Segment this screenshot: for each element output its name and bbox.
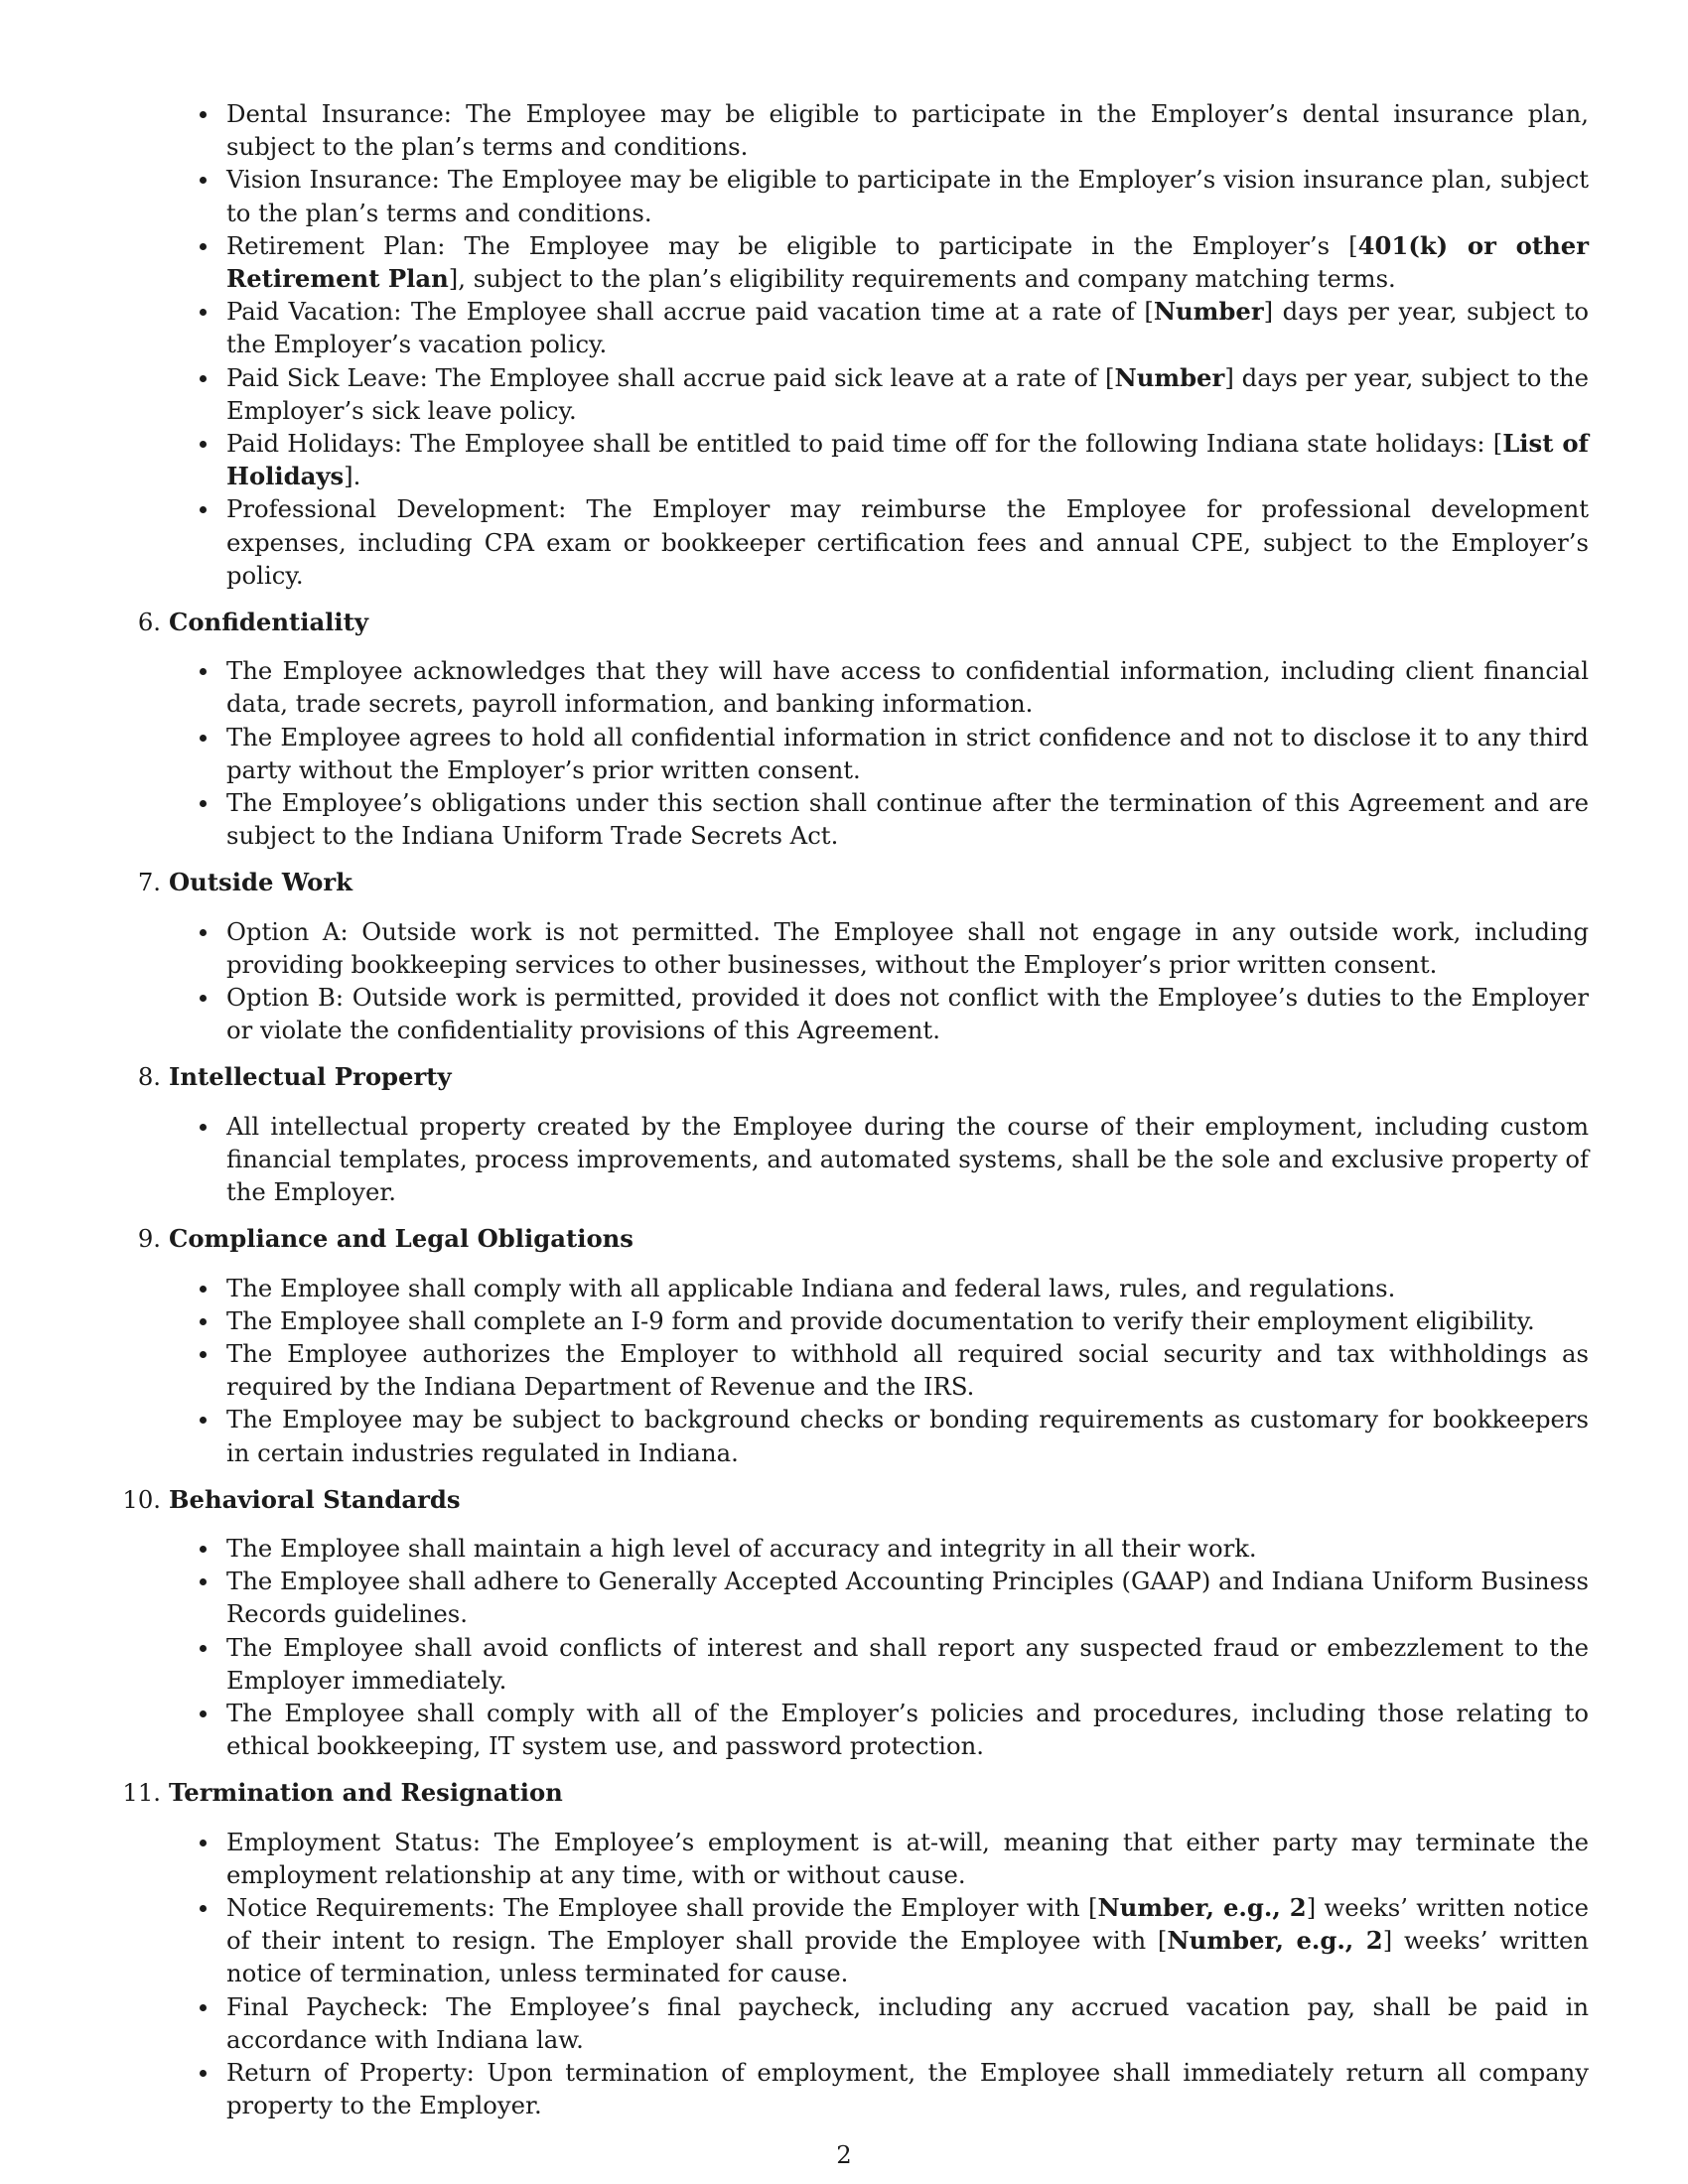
list-item xyxy=(169,361,1589,427)
section-confidentiality xyxy=(137,606,1589,852)
list-item xyxy=(169,163,1589,228)
notice-placeholder: Number, e.g., 2 xyxy=(1167,1926,1383,1956)
development-text: Professional Development: The Employer may reimburse the Employee for professional development expenses, including CPA exam or bookkeeper certification fees and annual CPE, subject to the Employer’s policy. xyxy=(226,494,1589,590)
vacation-placeholder: Number xyxy=(1153,297,1264,327)
final-paycheck-text: Final Paycheck: The Employee’s final paycheck, including any accrued vacation pay, shall be paid in accordance with Indiana law. xyxy=(226,1991,1589,2054)
list-item xyxy=(169,229,1589,295)
list-item xyxy=(169,1990,1589,2056)
section-title: Termination and Resignation xyxy=(169,1778,563,1808)
list-item xyxy=(169,97,1589,163)
retirement-text-a: Retirement Plan: The Employee may be eligible to participate in the Employer’s [ xyxy=(226,230,1358,260)
section-number: 9. xyxy=(137,1224,161,1254)
section-title: Outside Work xyxy=(169,868,353,897)
page-number: 2 xyxy=(836,2140,852,2169)
list-item: The Employee agrees to hold all confidential information in strict confidence and not to disclose it to any third party without the Employer’s prior written consent. xyxy=(169,721,1589,786)
return-property-text: Return of Property: Upon termination of employment, the Employee shall immediately return all company property to the Employer. xyxy=(226,2057,1589,2120)
employment-status-text: Employment Status: The Employee’s employment is at-will, meaning that either party may terminate the employment relationship at any time, with or without cause. xyxy=(226,1827,1589,1889)
section-behavioral-standards xyxy=(122,1483,1589,1763)
section-title: Behavioral Standards xyxy=(169,1484,461,1514)
sick-placeholder: Number xyxy=(1114,362,1225,392)
section-title: Compliance and Legal Obligations xyxy=(169,1224,633,1254)
section-number: 11. xyxy=(122,1778,161,1808)
section-compliance xyxy=(137,1222,1589,1468)
vacation-text-b: ] days per year, subject to the Employer’s vacation policy. xyxy=(226,297,1589,359)
list-item xyxy=(169,2056,1589,2121)
section-title: Confidentiality xyxy=(169,608,368,637)
list-item: The Employee shall adhere to Generally Accepted Accounting Principles (GAAP) and Indiana Uniform Business Records guidelines. xyxy=(169,1565,1589,1630)
notice-text-b: ] weeks’ written notice of their intent to resign. The Employer shall provide the Employee with [ xyxy=(226,1892,1590,1956)
section-list xyxy=(169,1272,1589,1469)
section-heading xyxy=(137,866,1589,898)
list-item: The Employee shall comply with all of the Employer’s policies and procedures, including those relating to ethical bookkeeping, IT system use, and password protection. xyxy=(169,1697,1589,1762)
section-title: Intellectual Property xyxy=(169,1062,452,1092)
list-item xyxy=(169,1891,1589,1990)
dental-benefit-text: Dental Insurance: The Employee may be eligible to participate in the Employer’s dental insurance plan, subject to the plan’s terms and conditions. xyxy=(226,99,1589,162)
section-number: 7. xyxy=(137,868,161,897)
section-intellectual-property xyxy=(137,1060,1589,1208)
section-list xyxy=(169,1532,1589,1762)
list-item xyxy=(169,1826,1589,1891)
retirement-placeholder: 401(k) or other Retirement Plan xyxy=(226,230,1589,294)
list-item: The Employee authorizes the Employer to withhold all required social security and tax withholdings as required by the Indiana Department of Revenue and the IRS. xyxy=(169,1337,1589,1403)
section-number: 8. xyxy=(137,1062,161,1092)
holidays-text-a: Paid Holidays: The Employee shall be entitled to paid time off for the following Indiana state holidays: [ xyxy=(226,429,1503,459)
list-item: The Employee may be subject to background checks or bonding requirements as customary for bookkeepers in certain industries regulated in Indiana. xyxy=(169,1403,1589,1468)
vacation-text-a: Paid Vacation: The Employee shall accrue paid vacation time at a rate of [ xyxy=(226,297,1154,327)
sick-text-b: ] days per year, subject to the Employer’s sick leave policy. xyxy=(226,362,1589,425)
list-item xyxy=(169,295,1589,360)
list-item: The Employee shall avoid conflicts of interest and shall report any suspected fraud or embezzlement to the Employer immediately. xyxy=(169,1631,1589,1697)
section-termination xyxy=(122,1776,1590,2121)
vision-benefit-text: Vision Insurance: The Employee may be eligible to participate in the Employer’s vision insurance plan, subject to the plan’s terms and conditions. xyxy=(226,165,1589,227)
section-number: 10. xyxy=(122,1484,161,1514)
list-item: Option B: Outside work is permitted, provided it does not conflict with the Employee’s duties to the Employer or violate the confidentiality provisions of this Agreement. xyxy=(169,981,1589,1046)
retirement-text-b: ], subject to the plan’s eligibility requirements and company matching terms. xyxy=(448,264,1396,294)
section-list xyxy=(169,654,1589,852)
section-list xyxy=(169,1826,1589,2122)
section-heading xyxy=(137,1060,1589,1093)
list-item: The Employee shall comply with all applicable Indiana and federal laws, rules, and regulations. xyxy=(169,1272,1589,1304)
section-list xyxy=(169,1110,1589,1209)
notice-text-c: ] weeks’ written notice of termination, unless terminated for cause. xyxy=(226,1926,1589,1988)
list-item: The Employee’s obligations under this section shall continue after the termination of this Agreement and are subject to the Indiana Uniform Trade Secrets Act. xyxy=(169,786,1589,852)
section-heading xyxy=(122,1776,1589,1809)
list-item: Option A: Outside work is not permitted. The Employee shall not engage in any outside work, including providing bookkeeping services to other businesses, without the Employer’s prior written consent. xyxy=(169,915,1589,981)
section-heading xyxy=(137,1222,1589,1255)
document-body xyxy=(122,97,1590,2121)
list-item xyxy=(169,427,1589,492)
section-heading xyxy=(137,606,1589,638)
holidays-text-b: ]. xyxy=(344,462,361,491)
section-number: 6. xyxy=(137,608,161,637)
list-item: The Employee acknowledges that they will have access to confidential information, including client financial data, trade secrets, payroll information, and banking information. xyxy=(169,654,1589,720)
list-item: The Employee shall maintain a high level of accuracy and integrity in all their work. xyxy=(169,1532,1589,1565)
benefits-list xyxy=(169,97,1589,592)
list-item: The Employee shall complete an I-9 form and provide documentation to verify their employment eligibility. xyxy=(169,1304,1589,1337)
section-list xyxy=(169,915,1589,1047)
section-heading xyxy=(122,1483,1589,1516)
notice-placeholder: Number, e.g., 2 xyxy=(1097,1892,1307,1922)
notice-text-a: Notice Requirements: The Employee shall provide the Employer with [ xyxy=(226,1892,1098,1922)
holidays-placeholder: List of Holidays xyxy=(226,429,1589,491)
sick-text-a: Paid Sick Leave: The Employee shall accrue paid sick leave at a rate of [ xyxy=(226,362,1115,392)
section-outside-work xyxy=(137,866,1589,1046)
list-item: All intellectual property created by the Employee during the course of their employment, including custom financial templates, process improvements, and automated systems, shall be the sole and exclusive property of the Employer. xyxy=(169,1110,1589,1209)
list-item xyxy=(169,492,1589,592)
